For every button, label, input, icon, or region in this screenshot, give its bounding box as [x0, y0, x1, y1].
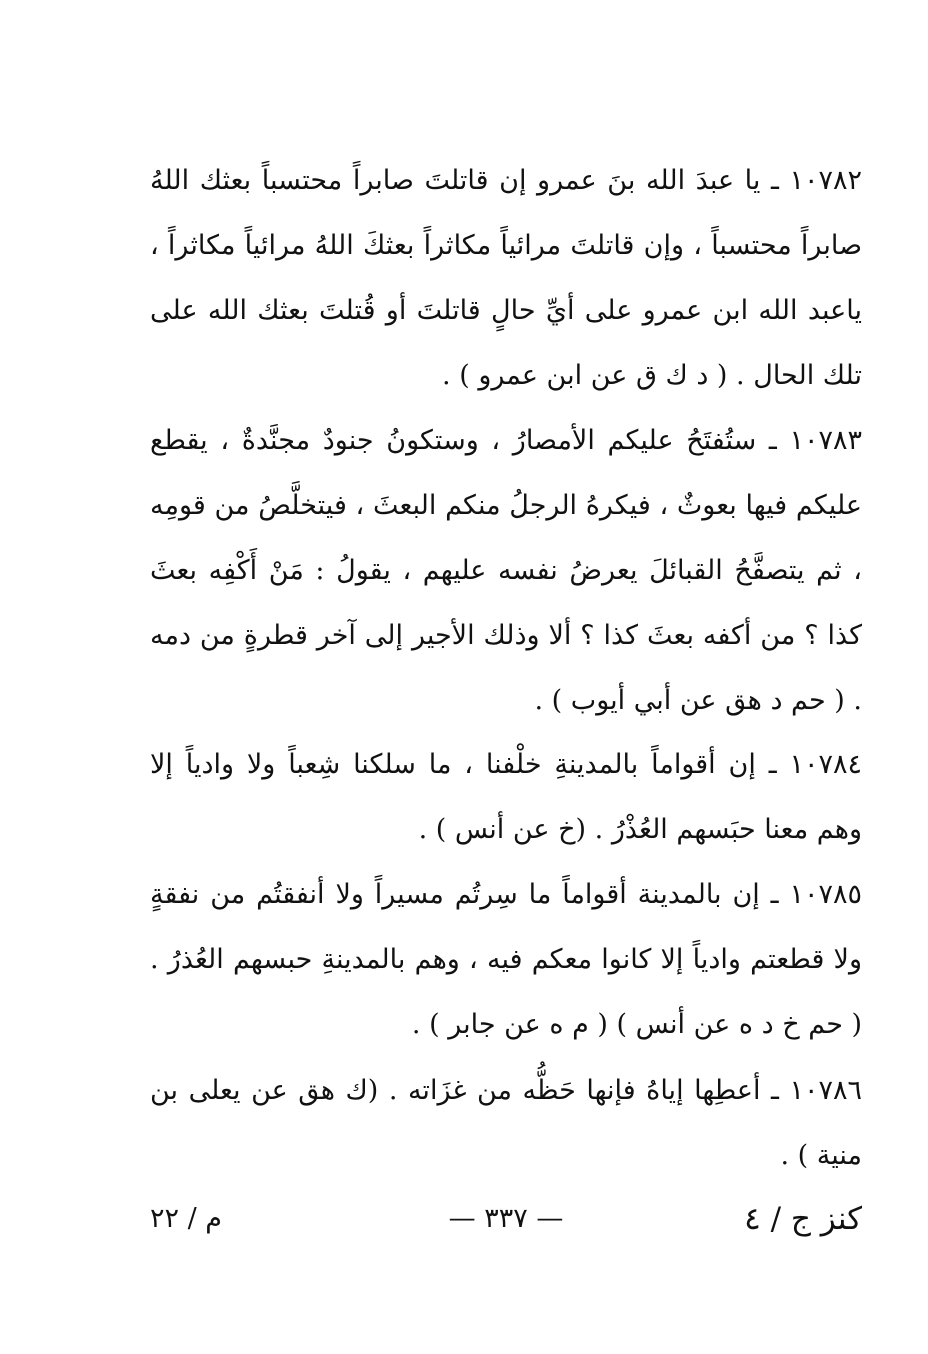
hadith-10784: ١٠٧٨٤ ـ إن أقواماً بالمدينةِ خلْفنا ، ما سلكنا شِعباً ولا وادياً إلا وهم معنا حبَسهم العُذْرُ . (خ عن أنس ) .: [150, 749, 862, 845]
hadith-10783: ١٠٧٨٣ ـ ستُفتَحُ عليكم الأمصارُ ، وستكونُ جنودٌ مجنَّدةٌ ، يقطع عليكم فيها بعوثٌ ، فيكرهُ الرجلُ منكم البعثَ ، فيتخلَّصُ من قومِه ، ثم يتصفَّحُ القبائلَ يعرضُ نفسه عليهم ، يقولُ : مَنْ أَكْفِه بعثَ كذا ؟ من أكفه بعثَ كذا ؟ ألا وذلك الأجير إلى آخر قطرةٍ من دمه . ( حم د هق عن أبي أيوب ) .: [150, 425, 862, 716]
page-number: — ٣٣٧ —: [448, 1203, 564, 1234]
hadith-10786: ١٠٧٨٦ ـ أعطِها إياهُ فإنها حَظُّه من غزَاته . (ك هق عن يعلى بن منية ) .: [150, 1075, 862, 1171]
hadith-10785: ١٠٧٨٥ ـ إن بالمدينة أقواماً ما سِرتُم مسيراً ولا أنفقتُم من نفقةٍ ولا قطعتم وادياً إلا كانوا معكم فيه ، وهم بالمدينةِ حبسهم العُذرُ . ( حم خ د ه عن أنس ) ( م ه عن جابر ) .: [150, 879, 862, 1040]
book-reference: كنز ج / ٤: [744, 1201, 862, 1237]
hadith-10782: ١٠٧٨٢ ـ يا عبدَ الله بنَ عمرو إن قاتلتَ صابراً محتسباً بعثك اللهُ صابراً محتسباً ، وإن قاتلتَ مرائياً مكاثراً بعثكَ اللهُ مرائياً مكاثراً ، ياعبد الله ابن عمرو على أيِّ حالٍ قاتلتَ أو قُتلتَ بعثك الله على تلك الحال . ( د ك ق عن ابن عمرو ) .: [150, 165, 862, 391]
page-footer: [150, 1195, 862, 1255]
signature-mark: م / ٢٢: [150, 1203, 222, 1234]
